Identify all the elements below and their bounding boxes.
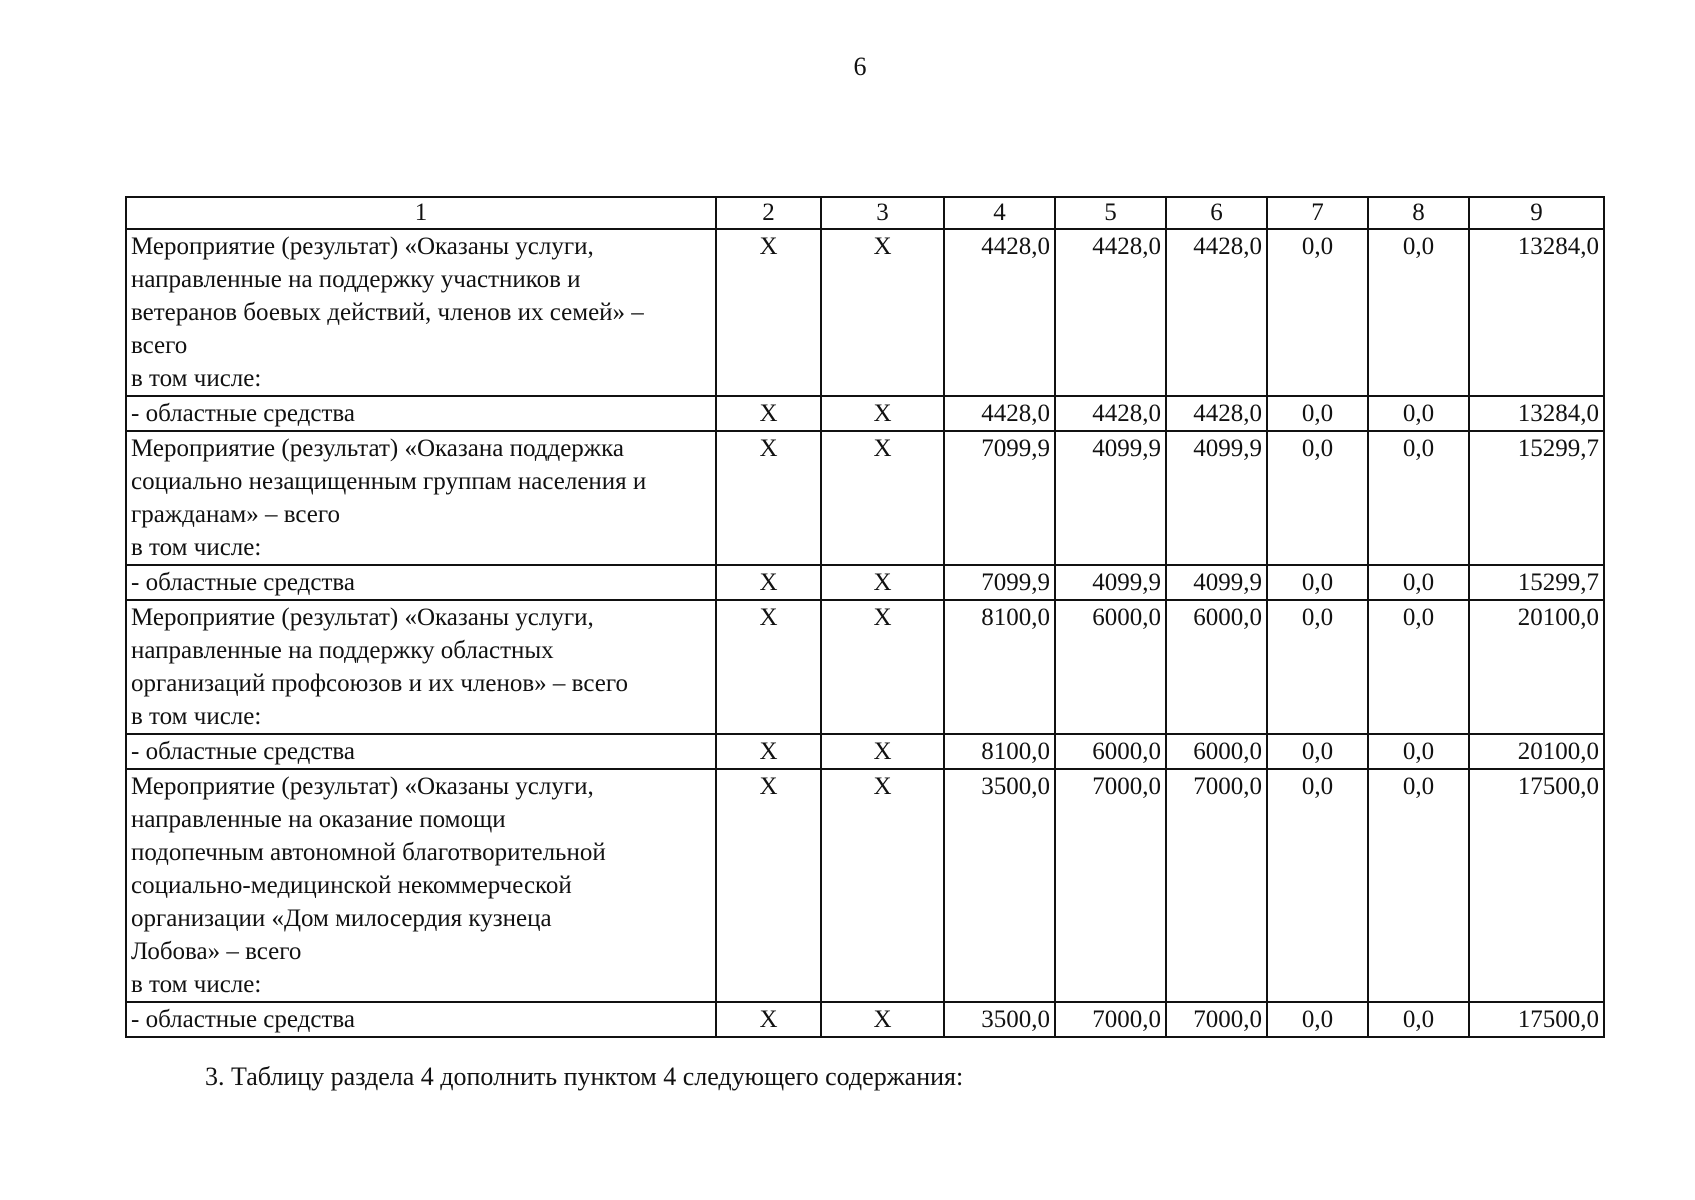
cell-c4: 8100,0 — [944, 600, 1055, 734]
row-name-line: Мероприятие (результат) «Оказаны услуги, — [131, 233, 594, 260]
cell-c8: 0,0 — [1368, 769, 1469, 1002]
header-col-6: 6 — [1166, 197, 1267, 229]
cell-c5: 7000,0 — [1055, 769, 1166, 1002]
table-row — [126, 1002, 1604, 1037]
row-name-line: Лобова» – всего — [131, 938, 302, 965]
header-col-3: 3 — [821, 197, 944, 229]
header-col-9: 9 — [1469, 197, 1604, 229]
header-col-7: 7 — [1267, 197, 1368, 229]
cell-c6: 6000,0 — [1166, 734, 1267, 769]
cell-c5: 4428,0 — [1055, 396, 1166, 431]
cell-c2: Х — [716, 734, 821, 769]
row-name-line: ветеранов боевых действий, членов их семей» – — [131, 299, 644, 326]
row-name-cell — [126, 600, 716, 734]
cell-c5: 7000,0 — [1055, 1002, 1166, 1037]
table-row — [126, 565, 1604, 600]
cell-c9: 20100,0 — [1469, 600, 1604, 734]
row-name-line: организаций профсоюзов и их членов» – всего — [131, 670, 628, 697]
table-row — [126, 431, 1604, 565]
cell-c4: 7099,9 — [944, 431, 1055, 565]
row-name-line: - областные средства — [131, 1006, 355, 1033]
cell-c4: 4428,0 — [944, 396, 1055, 431]
table-row — [126, 600, 1604, 734]
table-row — [126, 769, 1604, 1002]
closing-paragraph: 3. Таблицу раздела 4 дополнить пунктом 4 следующего содержания: — [205, 1062, 964, 1091]
cell-c2: Х — [716, 431, 821, 565]
cell-c8: 0,0 — [1368, 734, 1469, 769]
row-name-cell — [126, 769, 716, 1002]
cell-c3: Х — [821, 396, 944, 431]
cell-c2: Х — [716, 600, 821, 734]
table-row — [126, 229, 1604, 396]
table-row — [126, 396, 1604, 431]
cell-c6: 4099,9 — [1166, 565, 1267, 600]
row-name-cell — [126, 396, 716, 431]
header-col-2: 2 — [716, 197, 821, 229]
cell-c6: 6000,0 — [1166, 600, 1267, 734]
cell-c5: 4428,0 — [1055, 229, 1166, 396]
header-col-1: 1 — [126, 197, 716, 229]
cell-c9: 17500,0 — [1469, 769, 1604, 1002]
row-name-line: направленные на поддержку участников и — [131, 266, 581, 293]
cell-c9: 15299,7 — [1469, 565, 1604, 600]
cell-c2: Х — [716, 565, 821, 600]
cell-c6: 7000,0 — [1166, 769, 1267, 1002]
cell-c4: 3500,0 — [944, 769, 1055, 1002]
row-name-line: социально незащищенным группам населения и — [131, 468, 647, 495]
page-number: 6 — [853, 52, 867, 81]
cell-c2: Х — [716, 229, 821, 396]
cell-c2: Х — [716, 769, 821, 1002]
cell-c7: 0,0 — [1267, 734, 1368, 769]
cell-c8: 0,0 — [1368, 1002, 1469, 1037]
cell-c7: 0,0 — [1267, 1002, 1368, 1037]
row-name-line: Мероприятие (результат) «Оказаны услуги, — [131, 604, 594, 631]
cell-c9: 13284,0 — [1469, 396, 1604, 431]
row-name-line: в том числе: — [131, 534, 262, 561]
row-name-line: Мероприятие (результат) «Оказаны услуги, — [131, 773, 594, 800]
cell-c4: 3500,0 — [944, 1002, 1055, 1037]
cell-c3: Х — [821, 229, 944, 396]
row-name-cell — [126, 431, 716, 565]
row-name-line: - областные средства — [131, 400, 355, 427]
row-name-cell — [126, 1002, 716, 1037]
cell-c7: 0,0 — [1267, 229, 1368, 396]
cell-c8: 0,0 — [1368, 431, 1469, 565]
row-name-line: всего — [131, 332, 188, 359]
row-name-line: Мероприятие (результат) «Оказана поддержка — [131, 435, 624, 462]
cell-c7: 0,0 — [1267, 769, 1368, 1002]
row-name-line: - областные средства — [131, 738, 355, 765]
cell-c6: 7000,0 — [1166, 1002, 1267, 1037]
row-name-line: в том числе: — [131, 971, 262, 998]
cell-c2: Х — [716, 396, 821, 431]
cell-c8: 0,0 — [1368, 229, 1469, 396]
cell-c3: Х — [821, 769, 944, 1002]
cell-c3: Х — [821, 565, 944, 600]
cell-c3: Х — [821, 600, 944, 734]
cell-c3: Х — [821, 734, 944, 769]
cell-c7: 0,0 — [1267, 565, 1368, 600]
header-col-8: 8 — [1368, 197, 1469, 229]
cell-c6: 4428,0 — [1166, 396, 1267, 431]
cell-c7: 0,0 — [1267, 600, 1368, 734]
row-name-line: организации «Дом милосердия кузнеца — [131, 905, 552, 932]
cell-c3: Х — [821, 431, 944, 565]
cell-c9: 13284,0 — [1469, 229, 1604, 396]
table-row — [126, 734, 1604, 769]
cell-c5: 4099,9 — [1055, 431, 1166, 565]
cell-c8: 0,0 — [1368, 565, 1469, 600]
funding-table — [125, 196, 1605, 1038]
cell-c7: 0,0 — [1267, 396, 1368, 431]
cell-c5: 4099,9 — [1055, 565, 1166, 600]
cell-c4: 8100,0 — [944, 734, 1055, 769]
cell-c4: 4428,0 — [944, 229, 1055, 396]
header-col-5: 5 — [1055, 197, 1166, 229]
row-name-cell — [126, 734, 716, 769]
cell-c5: 6000,0 — [1055, 600, 1166, 734]
row-name-line: подопечным автономной благотворительной — [131, 839, 606, 866]
row-name-line: направленные на поддержку областных — [131, 637, 554, 664]
cell-c3: Х — [821, 1002, 944, 1037]
table-header-row — [126, 197, 1604, 229]
header-col-4: 4 — [944, 197, 1055, 229]
cell-c5: 6000,0 — [1055, 734, 1166, 769]
row-name-line: гражданам» – всего — [131, 501, 341, 528]
cell-c2: Х — [716, 1002, 821, 1037]
row-name-line: направленные на оказание помощи — [131, 806, 506, 833]
cell-c7: 0,0 — [1267, 431, 1368, 565]
cell-c4: 7099,9 — [944, 565, 1055, 600]
row-name-line: социально-медицинской некоммерческой — [131, 872, 572, 899]
row-name-line: в том числе: — [131, 365, 262, 392]
row-name-line: - областные средства — [131, 569, 355, 596]
cell-c8: 0,0 — [1368, 600, 1469, 734]
row-name-cell — [126, 229, 716, 396]
cell-c9: 17500,0 — [1469, 1002, 1604, 1037]
cell-c6: 4428,0 — [1166, 229, 1267, 396]
cell-c6: 4099,9 — [1166, 431, 1267, 565]
cell-c9: 20100,0 — [1469, 734, 1604, 769]
cell-c8: 0,0 — [1368, 396, 1469, 431]
row-name-cell — [126, 565, 716, 600]
cell-c9: 15299,7 — [1469, 431, 1604, 565]
row-name-line: в том числе: — [131, 703, 262, 730]
